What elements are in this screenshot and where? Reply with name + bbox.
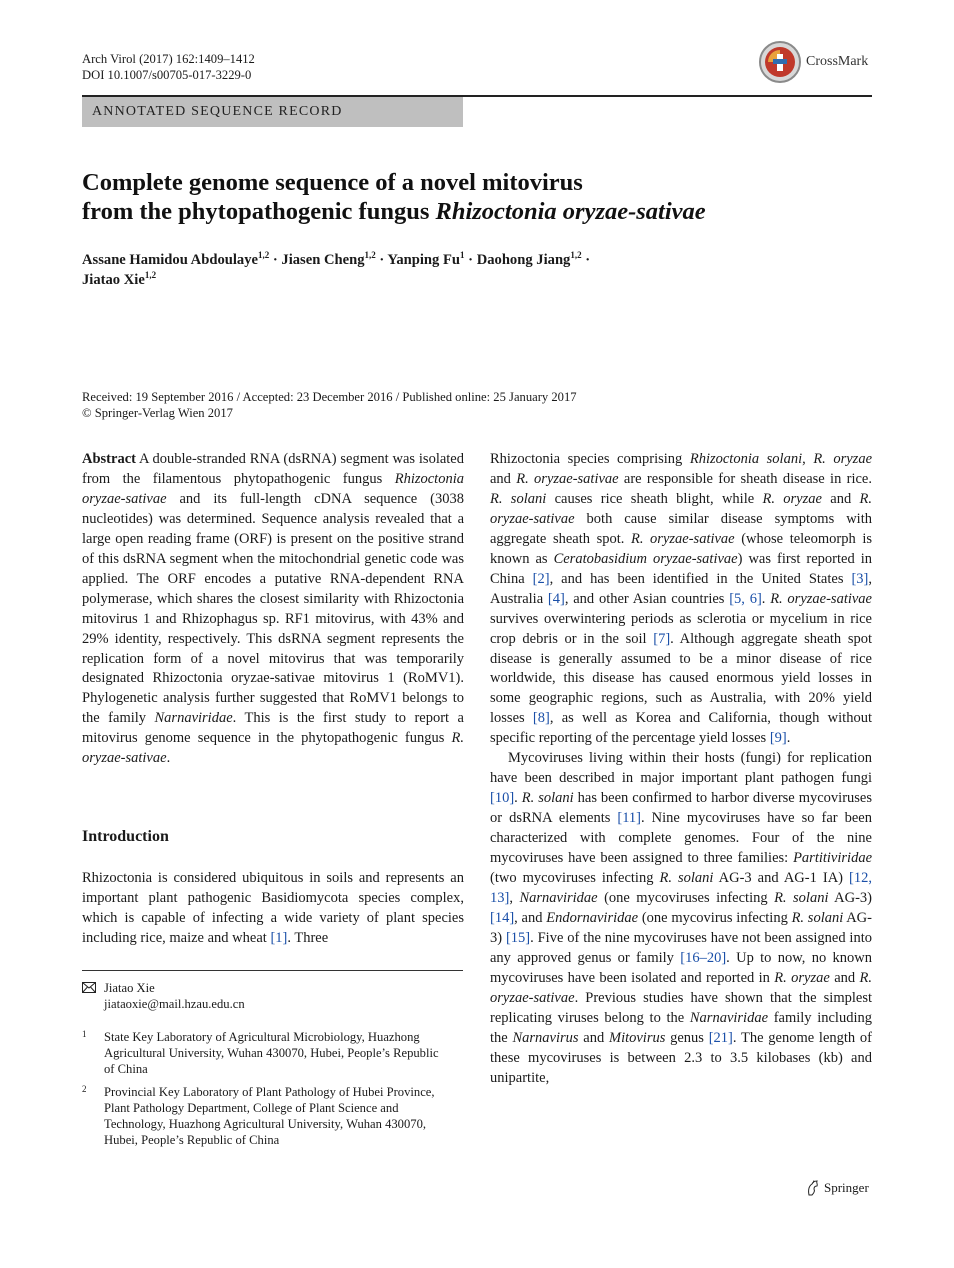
italic-term: R. oryzae	[813, 451, 873, 467]
citation-link[interactable]: [21]	[708, 1029, 733, 1046]
italic-term: Narnaviridae	[519, 889, 598, 906]
body-text: , as well as Korea and California, though without specific reporting of the percentage yield losses	[490, 710, 872, 747]
abstract-text: A double-stranded RNA (dsRNA) segment was isolated from the filamentous phytopathogenic fungus	[82, 451, 464, 487]
abstract-label: Abstract	[82, 451, 136, 467]
italic-term: Rhizoctonia solani	[689, 451, 803, 467]
body-text: and	[578, 1029, 609, 1046]
article-title	[82, 168, 842, 226]
title-line-2-italic: Rhizoctonia oryzae-sativae	[435, 198, 706, 225]
title-line-2-plain: from the phytopathogenic fungus	[82, 198, 436, 225]
body-text: . Previous studies have shown that the simplest replicating viruses belong to the	[490, 989, 872, 1026]
citation-link[interactable]: [7]	[653, 630, 671, 647]
author-name[interactable]: Jiasen Cheng	[281, 252, 365, 268]
body-text: ,	[509, 889, 520, 906]
citation-link[interactable]: [5, 6]	[729, 590, 762, 607]
author-affiliation: 1,2	[364, 250, 376, 260]
citation-link[interactable]: [2]	[532, 570, 550, 587]
body-text: both cause similar disease symptoms with aggregate sheath spot.	[490, 510, 872, 547]
abstract-text: . This is the first study to report a mitovirus genome sequence in the phytopathogenic fungus	[82, 710, 464, 747]
publisher-logo	[806, 1180, 869, 1196]
citation-link[interactable]: [1]	[270, 929, 288, 946]
italic-term: R. oryzae	[762, 490, 822, 507]
body-text: (whose teleomorph is known as	[490, 530, 872, 567]
citation-link[interactable]: [11]	[617, 810, 642, 827]
title-line-2	[82, 197, 842, 226]
correspondence-note	[82, 980, 464, 1012]
journal-line: Arch Virol (2017) 162:1409–1412	[82, 52, 255, 66]
body-text: and	[490, 470, 517, 487]
body-text: , Australia	[490, 570, 872, 607]
citation-link[interactable]: [8]	[532, 710, 550, 727]
italic-term: R. solani	[490, 490, 547, 507]
italic-term: R. oryzae-sativae	[490, 969, 873, 1006]
publication-dates	[82, 389, 577, 421]
springer-horse-icon	[806, 1180, 820, 1196]
journal-citation	[82, 51, 255, 83]
abstract-italic: R. oryzae-sativae	[82, 730, 464, 767]
body-text: . Five of the nine mycoviruses have not been assigned into any approved genus or family	[490, 929, 872, 966]
body-text: . The genome length of these mycoviruses is between 2.3 to 3.5 kilobases (kb) and unipartite,	[490, 1029, 872, 1086]
body-text: AG-3)	[490, 909, 872, 946]
affiliation-2	[82, 1084, 442, 1148]
abstract-text: and its full-length cDNA sequence (3038 nucleotides) was determined. Sequence analysis revealed that a large open reading frame (ORF) is present on the positive strand of this dsRNA segment when the mitochondrial genetic code was applied. The ORF encodes a putative RNA-dependent RNA polymerase, which shares the closest similarity with Rhizoctonia mitovirus 1 and Rhizophagus sp. RF1 mitovirus, with 43% and 29% identity, respectively. This dsRNA segment represents the replication form of a novel mitovirus that was temporarily designated Rhizoctonia oryzae-sativae mitovirus 1 (RoMV1). Phylogenetic analysis further suggested that RoMV1 belongs to the family	[82, 490, 464, 727]
affiliation-text: Provincial Key Laboratory of Plant Pathology of Hubei Province, Plant Pathology Department, College of Plant Science and Technology, Huazhong Agricultural University, Wuhan 430070, Hubei, People’s Republic of China	[104, 1085, 435, 1147]
italic-term: R. oryzae-sativae	[516, 470, 619, 487]
italic-term: Narnavirus	[512, 1029, 579, 1046]
body-text: (two mycoviruses infecting	[490, 870, 660, 887]
citation-link[interactable]: [14]	[490, 909, 515, 926]
body-text: and	[829, 969, 860, 986]
author-name[interactable]: Assane Hamidou Abdoulaye	[82, 252, 258, 268]
citation-link[interactable]: [4]	[547, 590, 565, 607]
affiliation-1	[82, 1029, 442, 1077]
correspondence-name: Jiatao Xie	[104, 981, 155, 995]
body-text: family including the	[490, 1009, 872, 1046]
body-text: . Up to now, no known mycoviruses have been isolated and reported in	[490, 949, 872, 986]
author-name[interactable]: Daohong Jiang	[476, 252, 571, 268]
introduction-heading: Introduction	[82, 828, 169, 845]
abstract-italic: Narnaviridae	[154, 710, 233, 727]
affiliation-number: 1	[82, 1029, 87, 1039]
citation-link[interactable]: [9]	[769, 730, 787, 747]
body-text: ) was first reported in China	[490, 550, 872, 587]
author-name[interactable]: Jiatao Xie	[82, 272, 145, 288]
body-text: .	[786, 730, 791, 747]
citation-link[interactable]: [3]	[851, 570, 869, 587]
body-text: AG-3)	[828, 889, 873, 906]
italic-term: R. oryzae-sativae	[630, 530, 735, 547]
author-name[interactable]: Yanping Fu	[387, 252, 461, 268]
author-affiliation: 1,2	[570, 250, 582, 260]
title-line-1: Complete genome sequence of a novel mitovirus	[82, 169, 583, 196]
italic-term: R. oryzae-sativae	[770, 590, 872, 607]
italic-term: R. solani	[659, 870, 714, 887]
body-text: .	[514, 790, 522, 807]
author-affiliation: 1	[460, 250, 465, 260]
citation-link[interactable]: [12, 13]	[490, 870, 872, 906]
body-text: , and has been identified in the United States	[549, 570, 852, 587]
body-text: , and	[514, 909, 547, 926]
body-text: , and other Asian countries	[564, 590, 730, 607]
copyright-line: © Springer-Verlag Wien 2017	[82, 406, 233, 420]
body-paragraph	[490, 450, 872, 749]
body-text: and	[821, 490, 860, 507]
abstract-text: .	[166, 750, 171, 767]
italic-term: Narnaviridae	[689, 1009, 769, 1026]
dates-line: Received: 19 September 2016 / Accepted: 23 December 2016 / Published online: 25 January 2017	[82, 390, 577, 404]
crossmark-icon	[758, 40, 802, 84]
italic-term: R. oryzae	[774, 969, 830, 986]
body-text: are responsible for sheath disease in rice.	[618, 470, 872, 487]
author-affiliation: 1,2	[257, 250, 270, 260]
section-banner: ANNOTATED SEQUENCE RECORD	[82, 97, 463, 127]
affiliation-number: 2	[82, 1084, 87, 1094]
body-text: (one mycoviruses infecting	[597, 889, 775, 906]
italic-term: R. solani	[774, 889, 829, 906]
body-text: AG-3 and AG-1 IA)	[713, 870, 850, 887]
doi-line[interactable]: DOI 10.1007/s00705-017-3229-0	[82, 68, 252, 82]
correspondence-email[interactable]: jiataoxie@mail.hzau.edu.cn	[104, 997, 245, 1011]
publisher-name: Springer	[824, 1180, 869, 1195]
italic-term: Ceratobasidium oryzae-sativae	[553, 550, 738, 567]
italic-term: R. solani	[521, 790, 574, 807]
italic-term: Endornaviridae	[546, 909, 639, 926]
crossmark-label: CrossMark	[806, 54, 869, 69]
body-text: causes rice sheath blight, while	[546, 490, 763, 507]
italic-term: Partitiviridae	[793, 850, 872, 867]
right-column	[490, 450, 872, 1089]
body-text: . Although aggregate sheath spot disease is generally assumed to be a minor disease of rice worldwide, this disease has caused enormous yield losses in some geographic regions, such as Australia, with 20% yield losses	[490, 630, 872, 727]
affiliation-text: State Key Laboratory of Agricultural Microbiology, Huazhong Agricultural University, Wuhan 430070, Hubei, People’s Republic of China	[104, 1030, 439, 1076]
introduction-paragraph	[82, 869, 464, 949]
body-text: Mycoviruses living within their hosts (fungi) for replication have been described in major important plant pathogen fungi	[490, 750, 872, 787]
body-text: (one mycovirus infecting	[638, 909, 792, 926]
italic-term: R. solani	[791, 909, 844, 926]
italic-term: Mitovirus	[608, 1029, 666, 1046]
intro-text: Rhizoctonia is considered ubiquitous in soils and represents an important plant pathogenic Basidiomycota species complex, which is capable of infecting a wide variety of plant species including rice, maize and wheat	[82, 870, 464, 946]
body-text: Rhizoctonia species comprising	[490, 451, 690, 467]
body-text: .	[761, 590, 771, 607]
citation-link[interactable]: [15]	[505, 929, 531, 946]
author-list: Assane Hamidou Abdoulaye$^{1,2}$ · Jiasen Cheng$^{1,2}$ · Yanping $Fu^1$ · Daohong Jiang$^{1,2}$ · Jiatao Xie$^{1,2}$	[82, 250, 591, 288]
author-affiliation: 1,2	[144, 270, 157, 280]
envelope-icon	[82, 982, 96, 993]
footnote-rule	[82, 970, 463, 971]
body-text: survives overwintering periods as sclerotia or mycelium in rice crop debris or in the soil	[490, 610, 872, 647]
body-text: . Nine mycoviruses have so far been characterized with complete genomes. Four of the nine mycoviruses have been assigned to three families:	[490, 810, 872, 867]
abstract-italic: Rhizoctonia oryzae-sativae	[82, 470, 464, 507]
intro-text: . Three	[287, 929, 329, 946]
abstract	[82, 450, 464, 769]
body-text: genus	[665, 1029, 709, 1046]
italic-term: R. oryzae-sativae	[490, 490, 873, 527]
citation-link[interactable]: [16–20]	[680, 949, 727, 966]
citation-link[interactable]: [10]	[490, 790, 515, 807]
body-text: has been confirmed to harbor diverse mycoviruses or dsRNA elements	[490, 790, 873, 827]
body-paragraph	[490, 749, 872, 1088]
body-text: ,	[802, 451, 814, 467]
crossmark-badge[interactable]	[758, 40, 868, 84]
